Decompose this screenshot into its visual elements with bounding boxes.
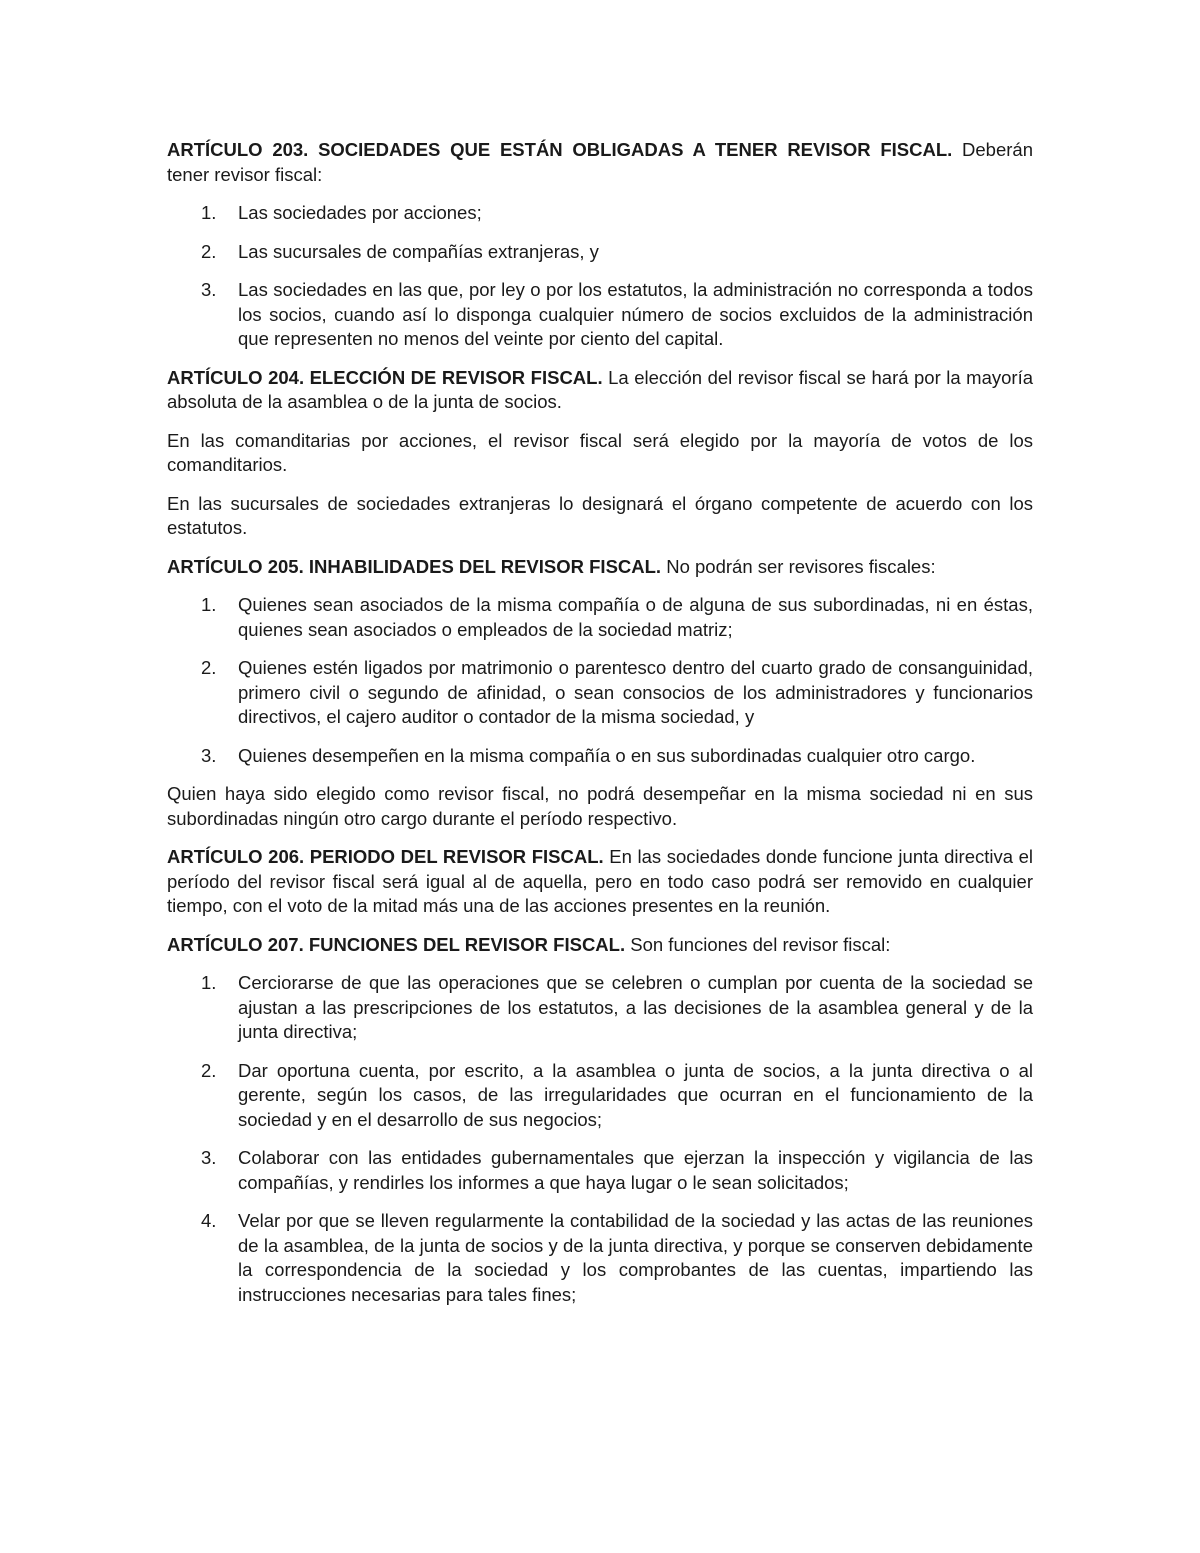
list-item (167, 240, 1033, 265)
list-item-text: Las sociedades por acciones; (238, 202, 482, 223)
list-item-text: Las sucursales de compañías extranjeras, y (238, 240, 599, 262)
list-item-text: Las sociedades en las que, por ley o por los estatutos, la administración no corresponda a todos los socios, cuando así lo disponga cualquier número de socios excluidos de la administración que representen no menos del veinte por ciento del capital. (238, 279, 1033, 349)
article-207-title: ARTÍCULO 207. FUNCIONES DEL REVISOR FISCAL. (167, 933, 626, 955)
list-item-text: Quienes desempeñen en la misma compañía o en sus subordinadas cualquier otro cargo. (238, 744, 976, 766)
list-item-number: 3. (201, 1147, 217, 1168)
article-205-closing: Quien haya sido elegido como revisor fiscal, no podrá desempeñar en la misma sociedad ni en sus subordinadas ningún otro cargo durante el período respectivo. (167, 783, 1033, 829)
list-item-text: Velar por que se lleven regularmente la contabilidad de la sociedad y las actas de las reuniones de la asamblea, de la junta de socios y de la junta directiva, y porque se conserven debidamente la correspondencia de la sociedad y los comprobantes de las cuentas, impartiendo las instrucciones necesarias para tales fines; (238, 1210, 1033, 1305)
list-item (167, 593, 1033, 642)
article-207-heading (167, 933, 1033, 958)
article-203-heading (167, 138, 1033, 187)
list-item-number: 3. (201, 279, 217, 300)
article-205-heading (167, 555, 1033, 580)
list-item-text: Dar oportuna cuenta, por escrito, a la asamblea o junta de socios, a la junta directiva o al gerente, según los casos, de las irregularidades que ocurran en el funcionamiento de la sociedad y en el desarrollo de sus negocios; (238, 1059, 1033, 1130)
article-203-intro: Deberán tener revisor fiscal: (167, 139, 1033, 185)
article-204-paragraph-2: En las comanditarias por acciones, el revisor fiscal será elegido por la mayoría de votos de los comanditarios. (167, 429, 1033, 475)
list-item-number: 2. (201, 240, 217, 262)
list-item-number: 2. (201, 1059, 217, 1081)
list-item (167, 744, 1033, 769)
list-item-text: Cerciorarse de que las operaciones que se celebren o cumplan por cuenta de la sociedad se ajustan a las prescripciones de los estatutos, a las decisiones de la asamblea general y de la junta directiva; (238, 972, 1033, 1042)
list-item-text: Quienes sean asociados de la misma compañía o de alguna de sus subordinadas, ni en éstas, quienes sean asociados o empleados de la sociedad matriz; (238, 594, 1033, 640)
list-item (167, 201, 1033, 226)
article-205-list (167, 593, 1033, 768)
list-item (167, 1146, 1033, 1195)
article-207-intro: Son funciones del revisor fiscal: (625, 933, 891, 955)
list-item-number: 1. (201, 202, 217, 223)
article-205-intro: No podrán ser revisores fiscales: (661, 555, 936, 577)
article-204-heading (167, 366, 1033, 415)
list-item (167, 1209, 1033, 1307)
article-203-list (167, 201, 1033, 352)
document-page (167, 138, 1033, 1321)
list-item-text: Quienes estén ligados por matrimonio o parentesco dentro del cuarto grado de consanguinidad, primero civil o segundo de afinidad, o sean consocios de los administradores y funcionarios directivos, el cajero auditor o contador de la misma sociedad, y (238, 657, 1033, 727)
article-204-title: ARTÍCULO 204. ELECCIÓN DE REVISOR FISCAL. (167, 366, 603, 388)
article-206-heading (167, 845, 1033, 919)
article-204-paragraph-3: En las sucursales de sociedades extranjeras lo designará el órgano competente de acuerdo con los estatutos. (167, 492, 1033, 538)
article-207-list (167, 971, 1033, 1307)
list-item-number: 1. (201, 972, 217, 993)
list-item-number: 2. (201, 657, 217, 678)
list-item (167, 656, 1033, 730)
article-204-intro: La elección del revisor fiscal se hará por la mayoría absoluta de la asamblea o de la junta de socios. (167, 366, 1033, 412)
article-206-title: ARTÍCULO 206. PERIODO DEL REVISOR FISCAL. (167, 846, 604, 867)
list-item-number: 4. (201, 1210, 217, 1231)
list-item (167, 1059, 1033, 1133)
list-item-number: 1. (201, 594, 217, 615)
list-item-text: Colaborar con las entidades gubernamentales que ejerzan la inspección y vigilancia de las compañías, y rendirles los informes a que haya lugar o le sean solicitados; (238, 1147, 1033, 1193)
list-item-number: 3. (201, 744, 217, 766)
list-item (167, 971, 1033, 1045)
list-item (167, 278, 1033, 352)
article-206-intro: En las sociedades donde funcione junta directiva el período del revisor fiscal será igual al de aquella, pero en todo caso podrá ser removido en cualquier tiempo, con el voto de la mitad más una de las acciones presentes en la reunión. (167, 846, 1033, 916)
article-203-title: ARTÍCULO 203. SOCIEDADES QUE ESTÁN OBLIGADAS A TENER REVISOR FISCAL. (167, 139, 953, 160)
article-205-title: ARTÍCULO 205. INHABILIDADES DEL REVISOR FISCAL. (167, 555, 662, 577)
